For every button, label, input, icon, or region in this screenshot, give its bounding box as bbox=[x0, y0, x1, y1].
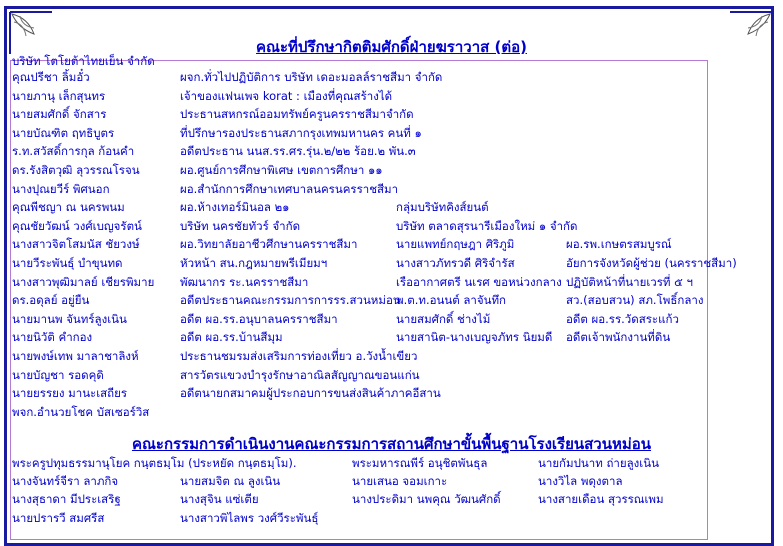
advisor-position: พ.ต.ท.อนนต์ ลาจันทึก bbox=[396, 293, 506, 308]
advisor-position: ผอ.สำนักการศึกษาเทศบาลนครนครราชสีมา bbox=[180, 181, 399, 196]
advisor-name: นายบัญชา รอดคุดิ bbox=[12, 367, 104, 382]
advisor-name: นายภานุ เล็กสุนทร bbox=[12, 88, 106, 103]
advisor-position: อดีต ผอ.รร.อนุบาลนครราชสีมา bbox=[180, 311, 338, 326]
committee-member: นายเสนอ จอมเกาะ bbox=[352, 474, 448, 489]
advisor-position: เจ้าของแฟนเพจ korat : เมืองที่คุณสร้างได้ bbox=[180, 88, 393, 103]
advisor-position: นายสานิต-นางเบญจภัทร นิยมดี bbox=[396, 330, 553, 345]
advisor-name: นายยรรยง มานะเสถียร bbox=[12, 386, 128, 401]
advisor-name: คุณปรีชา ลิ้มอั๋ว bbox=[12, 70, 90, 84]
advisor-name: ดร.อดุลย์ อยู่ยืน bbox=[12, 293, 90, 308]
advisor-position: พัฒนากร ระ.นครราชสีมา bbox=[180, 274, 309, 289]
advisor-position: นายแพทย์กฤษฎา ศิริภูมิ bbox=[396, 237, 515, 252]
advisor-position: ที่ปรึกษารองประธานสภากรุงเทพมหานคร คนที่ ๑ bbox=[180, 125, 422, 140]
advisor-name: นายมานพ จันทร์ลูงเนิน bbox=[12, 311, 127, 326]
advisor-name: นายวีระพันธุ์ บำขุนทด bbox=[12, 256, 123, 270]
advisor-position: ผอ.วิทยาลัยอาชีวศึกษานครราชสีมา bbox=[180, 237, 358, 252]
advisor-position: ผอ.ศูนย์การศึกษาพิเศษ เขตการศึกษา ๑๑ bbox=[180, 163, 383, 177]
advisor-position: อดีตนายกสมาคมผู้ประกอบการขนส่งสินค้าภาคอีสาน bbox=[180, 386, 441, 401]
advisor-position: นางสาวภัทรวดี ศิริจำรัส bbox=[396, 256, 515, 270]
advisor-position: ผอ.ห้างเทอร์มินอล ๒๑ bbox=[180, 200, 290, 215]
advisor-position: ประธานสหกรณ์ออมทรัพย์ครูนครราชสีมาจำกัด bbox=[180, 107, 414, 122]
committee-member: นางสาวพิไลพร วงศ์วีระพันธุ์ bbox=[180, 510, 319, 525]
advisor-name: นางสาวพุฒิมาลย์ เชียรพิมาย bbox=[12, 274, 155, 289]
advisor-name: คุณพีชญา ณ นครพนม bbox=[12, 200, 125, 215]
advisor-name: ดร.รังสิตวุฒิ ลุวรรณโรจน bbox=[12, 163, 140, 177]
advisor-position: บริษัท นครชัยทัวร์ จำกัด bbox=[180, 218, 301, 233]
advisor-position: อัยการจังหวัดผู้ช่วย (นครราชสีมา) bbox=[566, 256, 737, 270]
advisor-position: นายสมศักดิ์ ช่างไม้ bbox=[396, 311, 491, 326]
advisor-position: ประธานชมรมส่งเสริมการท่องเที่ยว อ.วังน้ำเขียว bbox=[180, 349, 418, 363]
advisor-name: นายนิวัติ คำกอง bbox=[12, 330, 93, 345]
advisor-position: หัวหน้า สน.กฎหมายพรีเมียมฯ bbox=[180, 256, 328, 270]
section-title: คณะกรรมการดำเนินงานคณะกรรมการสถานศึกษาขั้นพื้นฐานโรงเรียนสวนหม่อน bbox=[131, 435, 652, 453]
advisor-position: อดีต ผอ.รร.บ้านสีมุม bbox=[180, 330, 283, 345]
advisor-position: ปฏิบัติหน้าที่นายเวรที่ ๕ ฯ bbox=[566, 274, 693, 289]
committee-member: พระมหารณพีร์ อนุชิตพันธุล bbox=[352, 456, 488, 470]
committee-member: นางสุจิน แซ่เตีย bbox=[180, 492, 259, 507]
committee-member: พระครูปทุมธรรมานุโยค กนฺตธมฺโม (ประหยัด กนฺตธมฺโม). bbox=[12, 456, 297, 470]
advisor-position: อดีตเจ้าพนักงานที่ดิน bbox=[566, 330, 671, 345]
advisor-name: นางปุณยวีร์ พิศนอก bbox=[12, 181, 110, 196]
advisor-name: นายสมศักดิ์ จักสาร bbox=[12, 107, 107, 122]
advisor-position: สารวัตรแขวงบำรุงรักษาอาณิลสัญญาณขอนแก่น bbox=[180, 367, 420, 382]
advisor-position: ผจก.ทั่วไปปฏิบัติการ บริษัท เดอะมอลล์ราชสีมา จำกัด bbox=[180, 70, 443, 84]
advisor-name: ร.ท.สวัสดิ์การกุล ก้อนคำ bbox=[12, 144, 135, 159]
advisor-position: อดีตประธาน นนส.รร.ศร.รุ่น.๒/๒๒ ร้อย.๒ พัน.๓ bbox=[180, 144, 416, 159]
advisor-name: นายพงษ์เทพ มาลาชาลิงห์ bbox=[12, 349, 139, 363]
committee-member: นางสุธาดา มีประเสริฐ bbox=[12, 492, 121, 507]
advisor-position: บริษัท ตลาดสุรนารีเมืองใหม่ ๑ จำกัด bbox=[396, 218, 578, 233]
advisor-position: สว.(สอบสวน) สภ.โพธิ์กลาง bbox=[566, 293, 704, 308]
advisor-name: นางสาวจิตโสมนัส ชัยวงษ์ bbox=[12, 237, 140, 252]
committee-member: นางวิไล พดุงตาล bbox=[538, 474, 623, 489]
committee-member: นางสายเดือน สุวรรณเพม bbox=[538, 492, 664, 507]
advisor-position: เรืออากาศตรี นเรศ ขอหน่วงกลาง bbox=[396, 274, 562, 289]
committee-member: นางประดิมา นพคุณ วัฒนศักดิ์ bbox=[352, 492, 501, 507]
advisor-position: อดีต ผอ.รร.วัดสระแก้ว bbox=[566, 311, 679, 326]
committee-member: นางจันทร์จีรา ลาภกิจ bbox=[12, 474, 119, 489]
committee-member: นายกัมปนาท ถ่ายลูงเนิน bbox=[538, 456, 659, 470]
page-title: คณะที่ปรึกษากิตติมศักดิ์ฝ่ายฆราวาส (ต่อ) bbox=[256, 38, 527, 56]
advisor-name: พจก.อำนวยโชค บัสเซอร์วิส bbox=[12, 404, 150, 419]
advisor-name: นายบัณฑิต ฤทธิบูตร bbox=[12, 125, 115, 140]
advisor-position: อดีตประธานคณะกรรมการการรร.สวนหม่อน bbox=[180, 293, 401, 308]
advisor-name: คุณชัยวัฒน์ วงศ์เบญจรัตน์ bbox=[12, 218, 142, 233]
company-header: บริษัท โตโยต้าไทยเย็น จำกัด bbox=[12, 54, 155, 68]
advisor-position: ผอ.รพ.เกษตรสมบูรณ์ bbox=[566, 237, 672, 252]
advisor-position: กลุ่มบริษัทคิงส์ยนต์ bbox=[396, 200, 489, 215]
committee-member: นายสมจิต ณ ลูงเนิน bbox=[180, 474, 281, 489]
committee-member: นายปรารวี สมศรีส bbox=[12, 510, 105, 525]
